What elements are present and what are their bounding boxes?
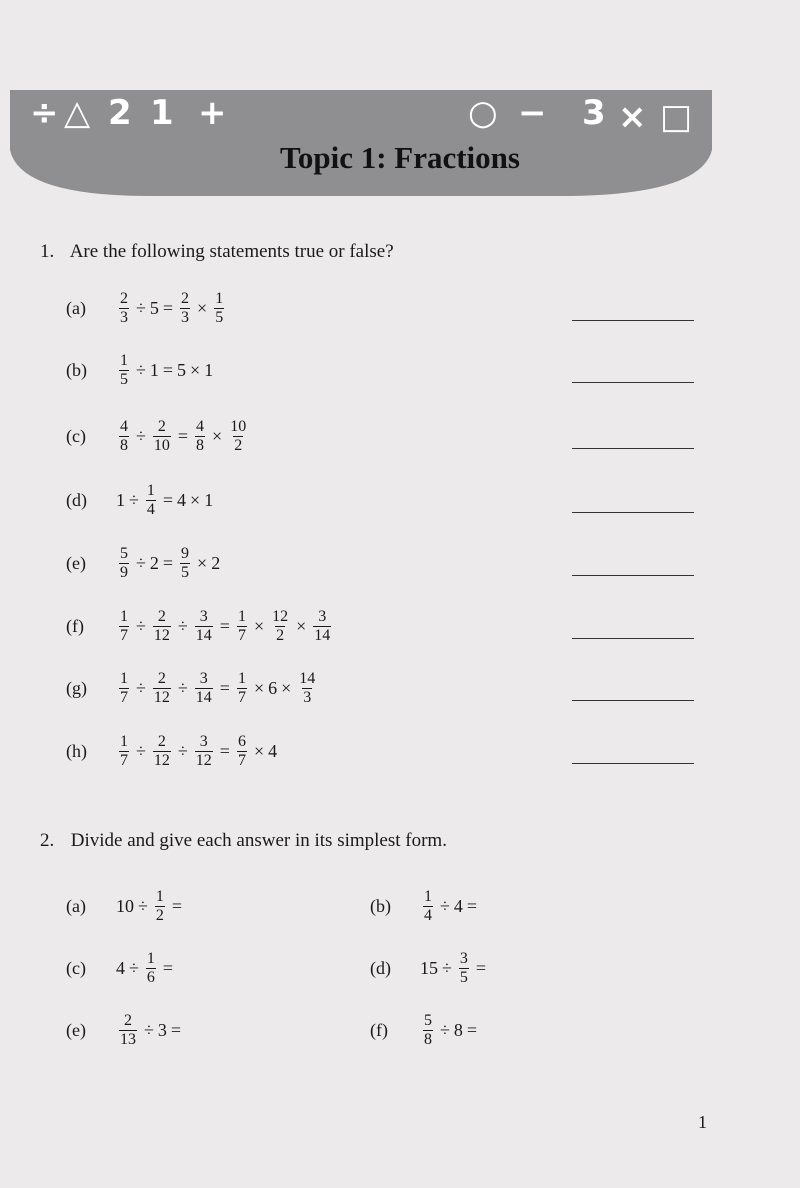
denominator: 7 (237, 627, 246, 644)
numerator: 14 (299, 670, 316, 687)
fraction (119, 418, 129, 455)
item-label: (b) (66, 360, 87, 380)
answer-line[interactable] (572, 700, 694, 701)
operator: × (212, 426, 223, 446)
denominator: 7 (120, 627, 128, 644)
operator: ÷ (177, 616, 188, 636)
numerator: 2 (157, 418, 166, 435)
denominator: 12 (153, 627, 170, 644)
division-item (370, 1012, 481, 1049)
page-title: Topic 1: Fractions (280, 140, 520, 175)
operator: = (466, 896, 478, 916)
number: 1 (149, 360, 159, 380)
operator: = (466, 1020, 478, 1040)
operator: ÷ (136, 298, 146, 318)
banner-symbol: 3 (582, 93, 606, 133)
number: 6 (268, 678, 278, 698)
operator: ÷ (136, 360, 146, 380)
numerator: 12 (272, 608, 289, 625)
operator: × (281, 678, 292, 698)
numerator: 5 (120, 545, 128, 562)
fraction (119, 670, 129, 707)
operator: ÷ (138, 896, 148, 916)
denominator: 2 (276, 627, 285, 644)
fraction (237, 670, 247, 707)
denominator: 12 (153, 689, 170, 706)
operator: = (162, 490, 174, 510)
statement-item (66, 733, 277, 770)
operator: = (162, 298, 174, 318)
page-number: 1 (698, 1112, 707, 1132)
number: 4 (177, 490, 187, 510)
fraction (298, 670, 316, 707)
statement-item (66, 545, 220, 582)
operator: = (219, 616, 230, 636)
denominator: 8 (196, 437, 205, 454)
denominator: 10 (153, 437, 170, 454)
numerator: 3 (199, 608, 208, 625)
fraction (155, 888, 165, 925)
fraction (153, 608, 171, 645)
denominator: 5 (215, 309, 224, 326)
operator: = (162, 958, 174, 978)
question-1-prompt (40, 241, 394, 263)
numerator: 10 (230, 418, 247, 435)
number: 3 (157, 1020, 167, 1040)
number: 1 (204, 490, 214, 510)
statement-item (66, 418, 250, 455)
numerator: 1 (146, 482, 155, 499)
fraction (459, 950, 469, 987)
denominator: 14 (195, 689, 212, 706)
denominator: 4 (424, 907, 432, 924)
item-label: (c) (66, 958, 86, 978)
fraction (195, 670, 213, 707)
fraction (313, 608, 331, 645)
division-item (66, 950, 177, 987)
operator: = (177, 426, 189, 446)
denominator: 3 (303, 689, 312, 706)
operator: ÷ (129, 958, 139, 978)
division-item (370, 950, 490, 987)
item-label: (f) (370, 1020, 388, 1040)
banner-symbol: − (518, 93, 547, 133)
division-item (370, 888, 481, 925)
operator: × (253, 741, 265, 761)
fraction (146, 482, 156, 519)
denominator: 7 (237, 689, 246, 706)
question-2-prompt (40, 830, 447, 852)
number: 1 (116, 490, 125, 510)
fraction (119, 352, 129, 389)
numerator: 5 (424, 1012, 432, 1029)
operator: ÷ (136, 616, 146, 636)
numerator: 1 (120, 733, 128, 750)
answer-line[interactable] (572, 763, 694, 764)
operator: = (171, 896, 183, 916)
operator: × (253, 678, 265, 698)
operator: × (190, 490, 201, 510)
denominator: 12 (153, 752, 170, 769)
denominator: 7 (120, 689, 128, 706)
denominator: 3 (120, 309, 128, 326)
fraction (237, 733, 247, 770)
statement-item (66, 482, 213, 519)
numerator: 1 (424, 888, 432, 905)
number: 5 (177, 360, 187, 380)
operator: ÷ (440, 896, 450, 916)
fraction (237, 608, 247, 645)
numerator: 2 (157, 670, 166, 687)
banner-symbol: + (198, 93, 227, 133)
denominator: 13 (120, 1031, 136, 1048)
item-label: (h) (66, 741, 87, 761)
operator: = (162, 553, 174, 573)
operator: ÷ (177, 741, 188, 761)
numerator: 2 (181, 290, 190, 307)
fraction (119, 1012, 137, 1049)
numerator: 1 (146, 950, 155, 967)
operator: ÷ (442, 958, 452, 978)
numerator: 1 (120, 352, 128, 369)
fraction (180, 290, 190, 327)
operator: × (253, 616, 265, 636)
number: 4 (116, 958, 125, 978)
banner-symbol: 2 (108, 93, 132, 133)
numerator: 6 (237, 733, 246, 750)
item-label: (e) (66, 1020, 86, 1040)
division-item (66, 888, 186, 925)
answer-line[interactable] (572, 382, 694, 383)
item-label: (a) (66, 896, 86, 916)
banner-symbol: ○ (468, 93, 498, 133)
fraction (195, 733, 213, 770)
denominator: 7 (120, 752, 128, 769)
numerator: 3 (199, 670, 208, 687)
operator: ÷ (129, 490, 139, 510)
denominator: 8 (424, 1031, 432, 1048)
item-label: (f) (66, 616, 84, 636)
statement-item (66, 290, 227, 327)
number: 2 (149, 553, 159, 573)
banner-symbol: 1 (150, 93, 174, 133)
fraction (119, 608, 129, 645)
numerator: 3 (459, 950, 468, 967)
operator: ÷ (136, 678, 146, 698)
numerator: 1 (155, 888, 164, 905)
operator: ÷ (144, 1020, 154, 1040)
denominator: 8 (120, 437, 128, 454)
denominator: 2 (155, 907, 164, 924)
operator: × (197, 298, 208, 318)
number: 2 (211, 553, 221, 573)
numerator: 4 (196, 418, 205, 435)
numerator: 2 (124, 1012, 132, 1029)
operator: × (190, 360, 201, 380)
numerator: 3 (199, 733, 208, 750)
question-2-text: Divide and give each answer in its simplest form. (70, 830, 447, 851)
denominator: 14 (195, 627, 212, 644)
item-label: (d) (370, 958, 391, 978)
numerator: 1 (237, 670, 246, 687)
operator: ÷ (177, 678, 188, 698)
denominator: 12 (195, 752, 212, 769)
fraction (119, 290, 129, 327)
numerator: 1 (120, 670, 128, 687)
numerator: 4 (120, 418, 128, 435)
numerator: 2 (157, 608, 166, 625)
fraction (153, 418, 171, 455)
number: 15 (420, 958, 438, 978)
fraction (195, 608, 213, 645)
numerator: 1 (237, 608, 246, 625)
operator: ÷ (440, 1020, 450, 1040)
question-1-number: 1. (40, 241, 55, 262)
denominator: 14 (314, 627, 331, 644)
fraction (423, 1012, 433, 1049)
fraction (195, 418, 205, 455)
operator: ÷ (136, 426, 146, 446)
denominator: 5 (459, 969, 468, 986)
operator: = (219, 741, 230, 761)
item-label: (e) (66, 553, 86, 573)
statement-item (66, 670, 319, 707)
answer-line[interactable] (572, 638, 694, 639)
denominator: 5 (181, 564, 190, 581)
numerator: 2 (157, 733, 166, 750)
denominator: 7 (237, 752, 246, 769)
fraction (214, 290, 224, 327)
number: 8 (453, 1020, 463, 1040)
division-item (66, 1012, 185, 1049)
operator: ÷ (136, 553, 146, 573)
question-1-text: Are the following statements true or false? (69, 241, 394, 262)
denominator: 5 (120, 371, 128, 388)
number: 4 (453, 896, 463, 916)
numerator: 1 (120, 608, 128, 625)
denominator: 2 (234, 437, 243, 454)
answer-line[interactable] (572, 448, 694, 449)
answer-line[interactable] (572, 575, 694, 576)
operator: × (296, 616, 307, 636)
item-label: (b) (370, 896, 391, 916)
item-label: (g) (66, 678, 87, 698)
answer-line[interactable] (572, 512, 694, 513)
fraction (153, 670, 171, 707)
numerator: 2 (120, 290, 128, 307)
number: 4 (268, 741, 278, 761)
number: 5 (149, 298, 159, 318)
banner-symbol: △ (64, 93, 91, 133)
numerator: 3 (318, 608, 327, 625)
fraction (153, 733, 171, 770)
fraction (423, 888, 433, 925)
operator: = (219, 678, 230, 698)
item-label: (d) (66, 490, 87, 510)
denominator: 4 (146, 501, 155, 518)
answer-line[interactable] (572, 320, 694, 321)
banner-symbol: ÷ (30, 93, 59, 133)
operator: = (170, 1020, 182, 1040)
question-2-number: 2. (40, 830, 55, 851)
number: 10 (116, 896, 134, 916)
operator: × (197, 553, 208, 573)
denominator: 9 (120, 564, 128, 581)
fraction (146, 950, 156, 987)
banner-symbol: × (618, 97, 647, 137)
fraction (229, 418, 247, 455)
item-label: (c) (66, 426, 86, 446)
operator: = (162, 360, 174, 380)
statement-item (66, 352, 213, 389)
banner-symbol: □ (660, 97, 693, 137)
numerator: 1 (215, 290, 224, 307)
fraction (180, 545, 190, 582)
operator: ÷ (136, 741, 146, 761)
statement-item (66, 608, 334, 645)
numerator: 9 (181, 545, 190, 562)
item-label: (a) (66, 298, 86, 318)
fraction (271, 608, 289, 645)
denominator: 3 (181, 309, 190, 326)
fraction (119, 545, 129, 582)
operator: = (475, 958, 487, 978)
denominator: 6 (146, 969, 155, 986)
number: 1 (204, 360, 214, 380)
fraction (119, 733, 129, 770)
